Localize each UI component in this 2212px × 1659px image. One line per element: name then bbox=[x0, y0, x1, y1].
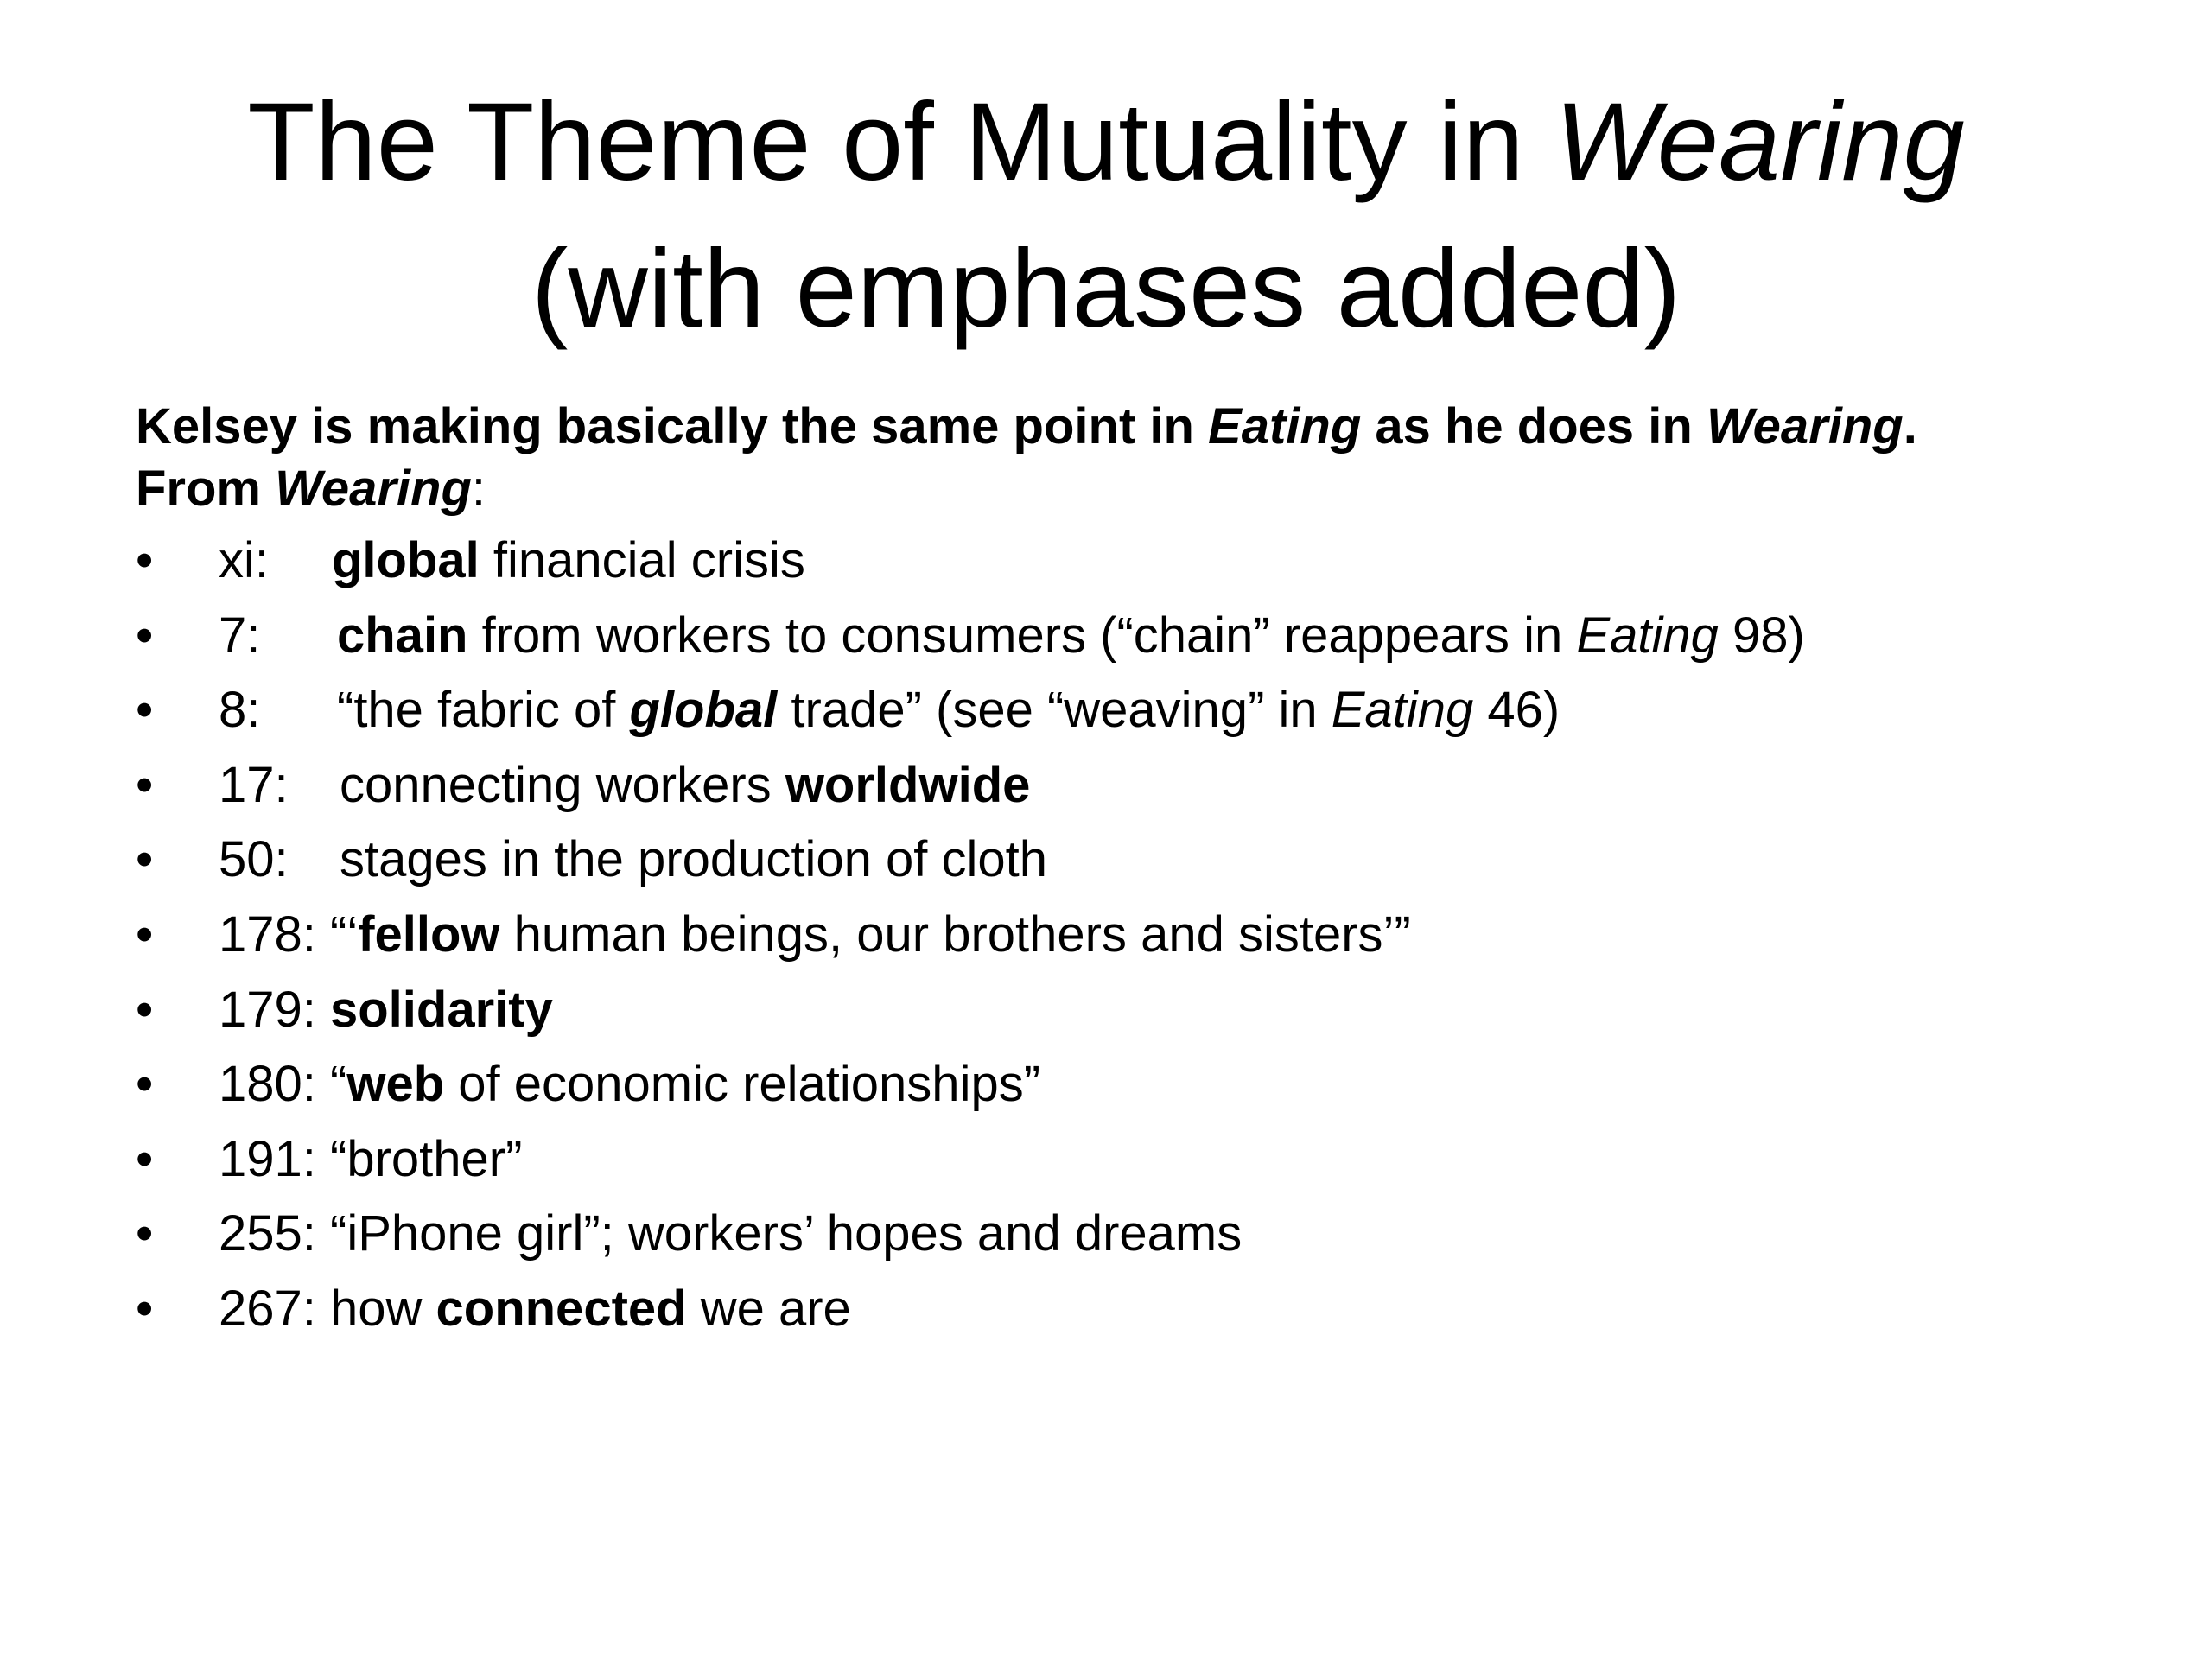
bullet-icon: • bbox=[136, 981, 154, 1038]
list-item bbox=[136, 898, 2123, 973]
bullet-icon: • bbox=[136, 831, 154, 888]
list-item bbox=[136, 599, 2123, 674]
list-item bbox=[136, 823, 2123, 898]
list-item bbox=[136, 748, 2123, 823]
bullet-icon: • bbox=[136, 682, 154, 739]
intro-line-2: From Wearing: bbox=[136, 461, 486, 517]
item-text: 178: “‘fellow human beings, our brothers and sisters’” bbox=[219, 906, 1411, 963]
list-item bbox=[136, 1272, 2123, 1347]
bullet-icon: • bbox=[136, 756, 154, 813]
bullet-icon: • bbox=[136, 1205, 154, 1262]
reference-list bbox=[136, 524, 2123, 1347]
item-text: 191: “brother” bbox=[219, 1130, 523, 1187]
title-line-2: (with emphases added) bbox=[531, 227, 1681, 351]
bullet-icon: • bbox=[136, 906, 154, 963]
intro-text bbox=[136, 396, 2123, 520]
item-text: “the fabric of global trade” (see “weaving” in Eating 46) bbox=[337, 682, 1560, 739]
item-text: 267: how connected we are bbox=[219, 1280, 851, 1337]
page-ref: 8: bbox=[219, 682, 261, 739]
list-item bbox=[136, 524, 2123, 599]
item-text: global financial crisis bbox=[332, 532, 805, 588]
list-item bbox=[136, 1197, 2123, 1272]
bullet-icon: • bbox=[136, 532, 154, 588]
intro-line-1: Kelsey is making basically the same point in Eating as he does in Wearing. bbox=[136, 398, 1917, 454]
slide-title bbox=[0, 69, 2212, 363]
bullet-icon: • bbox=[136, 1130, 154, 1187]
page-ref: 17: bbox=[219, 756, 289, 813]
list-item bbox=[136, 673, 2123, 748]
page-ref: 7: bbox=[219, 607, 261, 664]
list-item bbox=[136, 1122, 2123, 1198]
item-text: 180: “web of economic relationships” bbox=[219, 1056, 1041, 1113]
bullet-icon: • bbox=[136, 1280, 154, 1337]
list-item bbox=[136, 1047, 2123, 1122]
item-text: 255: “iPhone girl”; workers’ hopes and dreams bbox=[219, 1205, 1243, 1262]
item-text: stages in the production of cloth bbox=[340, 831, 1047, 888]
item-text: 179: solidarity bbox=[219, 981, 553, 1038]
list-item bbox=[136, 973, 2123, 1048]
title-line-1: The Theme of Mutuality in Wearing bbox=[247, 80, 1965, 204]
bullet-icon: • bbox=[136, 607, 154, 664]
page-ref: 50: bbox=[219, 831, 289, 888]
item-text: chain from workers to consumers (“chain” reappears in Eating 98) bbox=[337, 607, 1805, 664]
item-text: connecting workers worldwide bbox=[340, 756, 1031, 813]
page-ref: xi: bbox=[219, 532, 269, 588]
bullet-icon: • bbox=[136, 1056, 154, 1113]
